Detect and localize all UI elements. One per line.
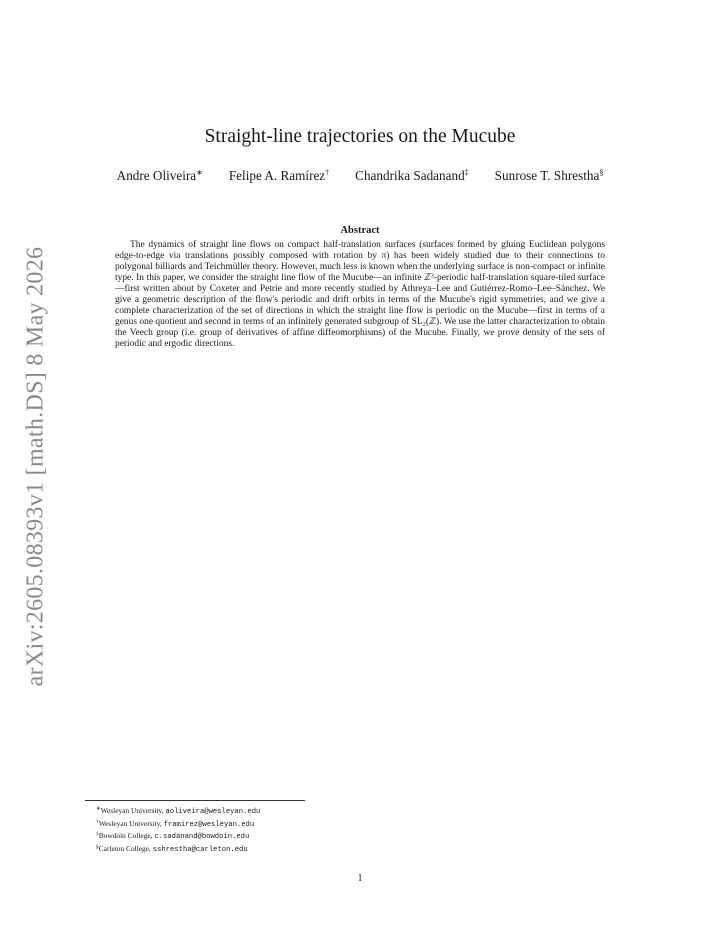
footnote-mark: ∗ [96, 806, 101, 812]
footnote-4 [96, 843, 260, 856]
footnote-list [96, 805, 260, 855]
page-number: 1 [357, 873, 363, 884]
footnote-email: aoliveira@wesleyan.edu [165, 808, 261, 816]
footnote-1 [96, 805, 260, 818]
footnote-mark: § [96, 843, 99, 850]
footnote-affiliation: Wesleyan University, [98, 818, 162, 828]
abstract-heading: Abstract [340, 225, 380, 236]
author-name: Sunrose T. Shrestha [494, 168, 600, 183]
footnote-affiliation: Bowdoin College, [98, 831, 153, 840]
author-1 [117, 168, 203, 184]
author-list [0, 168, 720, 184]
author-mark: † [325, 168, 330, 177]
author-4 [495, 168, 604, 184]
paper-title: Straight-line trajectories on the Mucube [204, 126, 516, 147]
footnote-divider [85, 800, 305, 801]
author-mark: ∗ [196, 168, 203, 177]
footnote-mark: ‡ [96, 831, 99, 837]
footnote-affiliation: Wesleyan University, [100, 806, 164, 815]
author-name: Felipe A. Ramírez [228, 168, 326, 183]
footnote-3 [96, 830, 260, 843]
footnote-mark: † [96, 818, 99, 825]
author-name: Chandrika Sadanand [355, 168, 465, 183]
footnote-email: framirez@wesleyan.edu [163, 820, 255, 829]
footnote-2 [96, 818, 260, 831]
abstract-text: The dynamics of straight line flows on compact half-translation surfaces (surfaces formed by gluing Euclidean polygons edge-to-edge via translations possibly composed with rotation by π) has been widely studied due to their connections to polygonal billiards and Teichmüller theory. However, much less is known when the underlying surface is non-compact or infinite type. In this paper, we consider the straight line flow of the Mucube—an infinite ℤ³-periodic half-translation square-tiled surface—first written about by Coxeter and Petrie and more recently studied by Athreya–Lee and Gutiérrez-Romo–Lee–Sánchez. We give a geometric description of the flow's periodic and drift orbits in terms of the Mucube's rigid symmetries, and we give a complete characterization of the set of directions in which the straight line flow is periodic on the Mucube—first in terms of a genus one quotient and second in terms of an infinitely generated subgroup of SL₂(ℤ). We use the latter characterization to obtain the Veech group (i.e. group of derivatives of affine diffeomorphisms) of the Mucube. Finally, we prove density of the sets of periodic and ergodic directions. [115, 240, 605, 350]
author-name: Andre Oliveira [116, 168, 197, 183]
arxiv-identifier-margin [18, 248, 54, 684]
footnote-email: sshrestha@carleton.edu [152, 845, 248, 854]
footnote-affiliation: Carleton College, [98, 843, 151, 853]
author-mark: § [599, 168, 604, 177]
author-3 [355, 168, 469, 184]
author-mark: ‡ [464, 168, 469, 177]
author-2 [229, 168, 329, 184]
footnote-email: c.sadanand@bowdoin.edu [154, 833, 250, 841]
arxiv-identifier: arXiv:2605.08393v1 [math.DS] 8 May 2026 [22, 246, 49, 686]
